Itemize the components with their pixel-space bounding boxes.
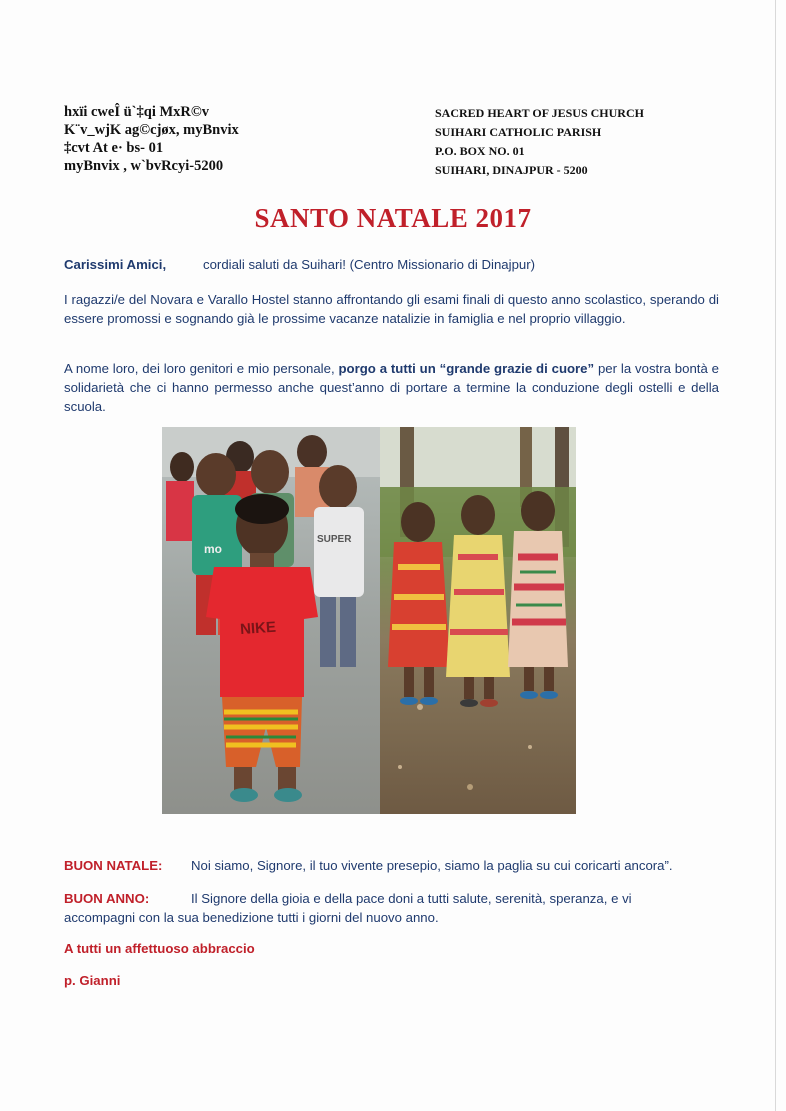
greeting-salutation: Carissimi Amici, [64,257,167,272]
address-line: myBnvix , w`bvRcyi-5200 [64,158,224,174]
buon-anno-label: BUON ANNO: [64,891,150,906]
shirt-text-center: NIKE [239,618,277,639]
address-line: hxïi cweÎ ü`‡qi MxR©v [64,104,209,120]
paragraph-exams: I ragazzi/e del Novara e Varallo Hostel stanno affrontando gli esami finali di questo anno scolastico, sperando di essere promossi e sognando già le prossime vacanze natalizie in famiglia e nel proprio villaggio. [64,292,719,326]
closing-line: A tutti un affettuoso abbraccio [64,941,255,956]
page-edge [775,0,776,1111]
thanks-text-end: per la vostra bontà e solidarietà che ci hanno permesso anche quest’anno di portare a termine la conduzione degli ostelli e della scuola. [64,361,719,414]
buon-anno-text: Il Signore della gioia e della pace doni a tutti salute, serenità, speranza, e vi [191,891,632,906]
bengali-address-block [64,103,239,175]
thanks-text-start: A nome loro, dei loro genitori e mio personale, [64,361,339,376]
buon-anno-text-continued: accompagni con la sua benedizione tutti i giorni del nuovo anno. [64,910,439,925]
buon-natale-label: BUON NATALE: [64,858,163,873]
boys-photo [162,427,380,814]
address-line: SUIHARI, DINAJPUR - 5200 [435,163,588,177]
shirt-text-right: SUPER [317,534,352,545]
address-line: SUIHARI CATHOLIC PARISH [435,125,602,139]
shirt-text-left: mo [204,542,222,556]
address-line: P.O. BOX NO. 01 [435,144,525,158]
thanks-emphasis: porgo a tutti un “grande grazie di cuore” [338,361,595,376]
address-line: ‡cvt At e· bs- 01 [64,140,164,156]
buon-natale-text: Noi siamo, Signore, il tuo vivente presepio, siamo la paglia su cui coricarti ancora”. [191,858,673,873]
letter-title: SANTO NATALE 2017 [254,203,532,233]
english-address-block [435,104,644,180]
children-photo [162,427,576,814]
paragraph-thanks [64,359,719,416]
girls-photo [380,427,576,814]
signature: p. Gianni [64,973,121,988]
address-line: SACRED HEART OF JESUS CHURCH [435,106,644,120]
address-line: K¨v_wjK ag©cjøx, myBnvix [64,122,239,138]
greeting-text: cordiali saluti da Suihari! (Centro Missionario di Dinajpur) [203,257,536,272]
